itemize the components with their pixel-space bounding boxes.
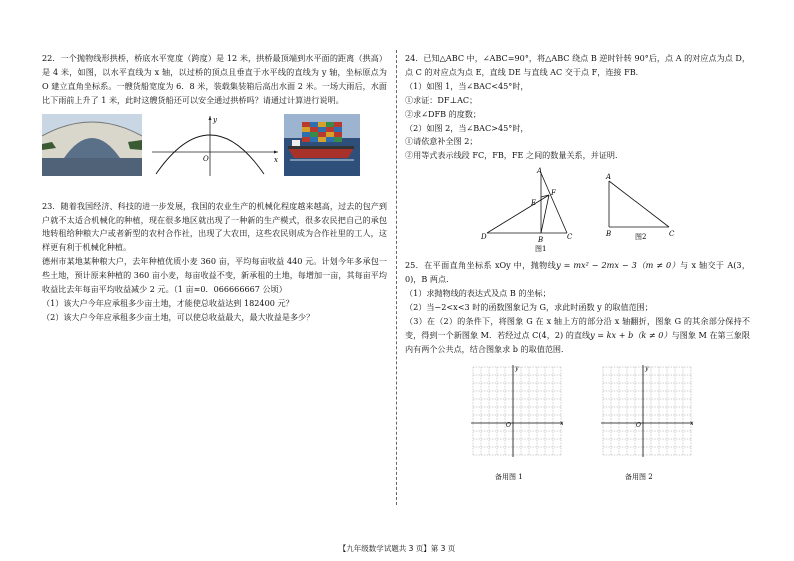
q25-grid-2	[597, 363, 697, 483]
parabola-sketch	[150, 114, 282, 178]
q25-stem-b: 与 x 轴交于 A(3，0)，B 两点．	[405, 260, 750, 285]
q22-text: 22．一个抛物线形拱桥，桥底水平宽度（跨度）是 12 米，拱桥最顶端到水平面的距离（拱高）是 4 米，如图，以水平直线为 x 轴，以过桥的顶点且垂直于水平线的直线为 y 轴，坐标原点为 O 建立直角坐标系。一艘货船宽度为 6．8 米，装载集装箱后高出水面 2 米。一场大雨后，水面比下雨前上升了 1 米，此时这艘货船还可以安全通过拱桥吗？请通过计算进行说明。	[42, 53, 387, 105]
fig2-point-b: B	[606, 230, 612, 239]
fig1-point-e: E	[531, 199, 537, 208]
q24-part-1a: ①求证：DF⊥AC；	[405, 94, 478, 105]
q25-sub-3b: 与图象 M 在第三象限内有两个公共点，结合图象求 b 的取值范围．	[405, 329, 750, 354]
q25-stem	[405, 259, 750, 287]
grid2-axis-y-label: y	[645, 364, 649, 372]
q24-part-1b: ②求∠DFB 的度数；	[405, 108, 481, 119]
grid1-axis-y-label: y	[515, 364, 519, 372]
q24-part-1: （1）如图 1，当∠BAC<45°时，	[405, 80, 529, 91]
q24-figures	[405, 167, 750, 253]
axis-x-label: x	[274, 155, 278, 164]
left-column	[42, 52, 387, 325]
bridge-photo	[42, 114, 142, 176]
fig1-point-c: C	[567, 233, 573, 242]
q24-stem: 24．已知△ABC 中，∠ABC=90°，将△ABC 绕点 B 逆时针转 90°后，点 A 的对应点为点 D，点 C 的对应点为点 E，直线 DE 与直线 AC 交于点 F，连接 FB．	[405, 53, 750, 77]
fig1-point-d: D	[481, 233, 487, 242]
grid2-lines	[601, 365, 693, 457]
grid1-origin-label: O	[506, 421, 511, 429]
q25-sub-3	[405, 315, 750, 357]
q25-sub-3a: （3）在（2）的条件下，将图象 G 在 x 轴上方的部分沿 x 轴翻折，图象 G 的其余部分保持不变，得到一个新图象 M．若经过点 C(4，2) 的直线	[405, 315, 750, 340]
q25-formula-2: y = kx + b（k ≠ 0）	[590, 329, 672, 340]
q25-sub-2: （2）当−2<x<3 时的函数图象记为 G，求此时函数 y 的取值范围；	[405, 301, 653, 312]
fig1-point-f: F	[551, 189, 556, 198]
fig1-point-a: A	[537, 167, 543, 176]
q25-grid-1	[467, 363, 567, 483]
fig1-caption: 图1	[535, 245, 547, 254]
q24-figure-1	[479, 167, 579, 253]
cargo-ship-photo	[284, 114, 360, 176]
q25-stem-a: 25．在平面直角坐标系 xOy 中，抛物线	[405, 260, 557, 271]
q25-grids	[405, 363, 750, 483]
q22-figures	[42, 114, 387, 186]
q23-sub-1: （1）该大户今年应承租多少亩土地，才能使总收益达到 182400 元？	[42, 297, 294, 308]
q24-figure-2	[601, 167, 681, 253]
q24-part-2b: ②用等式表示线段 FC，FB，FE 之间的数量关系，并证明．	[405, 150, 624, 161]
fig1-point-b: B	[538, 236, 544, 245]
column-divider	[396, 50, 397, 505]
origin-label: O	[203, 154, 209, 163]
page-footer: 【九年级数学试题共 3 页】第 3 页	[338, 544, 456, 553]
q23-sub-2: （2）该大户今年应承租多少亩土地，可以使总收益最大，最大收益是多少？	[42, 311, 315, 322]
q24-part-2a: ①请依意补全图 2；	[405, 136, 478, 147]
q25-sub-1: （1）求抛物线的表达式及点 B 的坐标；	[405, 288, 551, 299]
fig2-point-c: C	[669, 230, 675, 239]
fig2-point-a: A	[606, 173, 612, 182]
grid2-origin-label: O	[636, 421, 641, 429]
axis-y-label: y	[213, 115, 217, 124]
grid1-lines	[471, 365, 563, 457]
q25-formula-1: y = mx² − 2mx − 3（m ≠ 0）	[556, 260, 681, 271]
q23-paragraph-1: 23．随着我国经济、科技的进一步发展，我国的农业生产的机械化程度越来越高，过去的包产到户就不太适合机械化的种植，现在很多地区就出现了一种新的生产模式，很多农民把自己的承包地转租给种粮大户或者新型的农村合作社，出现了大农田，这些农民则成为合作社里的工人，这样更有利于机械化种植。	[42, 200, 387, 253]
q23-paragraph-2: 德州市某地某种粮大户，去年种植优质小麦 360 亩，平均每亩收益 440 元。计划今年多承包一些土地，预计原来种植的 360 亩小麦，每亩收益不变，新承租的土地，每增加一亩，其每亩平均收益比去年每亩平均收益减少 2 元。（1 亩≈0．066666667 公顷）	[42, 256, 387, 295]
grid2-caption: 备用图 2	[625, 472, 653, 481]
q24-part-2: （2）如图 2，当∠BAC>45°时，	[405, 122, 529, 133]
right-column	[405, 52, 750, 483]
grid1-caption: 备用图 1	[495, 472, 523, 481]
grid1-axis-x-label: x	[560, 419, 564, 427]
grid2-axis-x-label: x	[690, 419, 694, 427]
fig2-caption: 图2	[635, 233, 647, 242]
